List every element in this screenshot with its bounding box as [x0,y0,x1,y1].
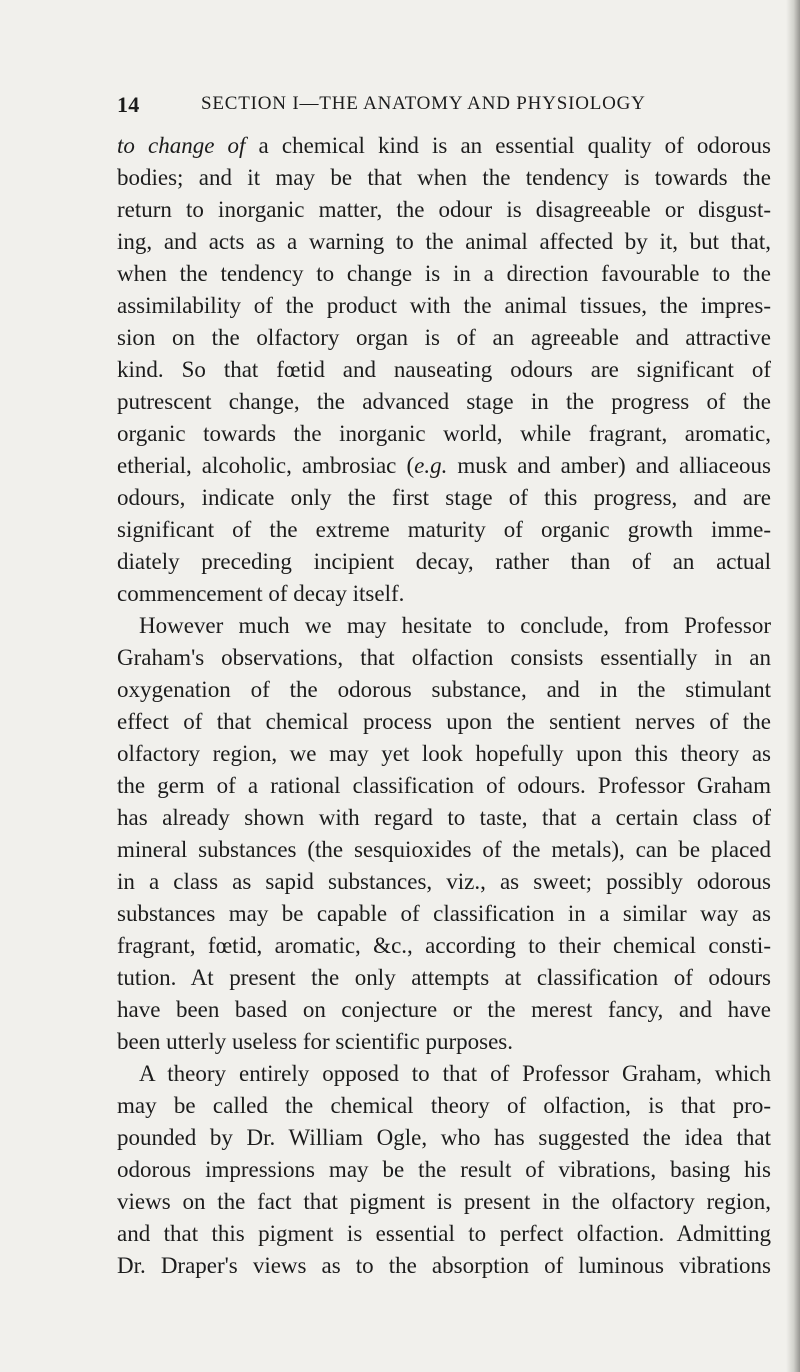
line-text: assimilability of the product with the animal tissues, the impres- [117,293,771,318]
text-line [117,546,771,578]
text-line [117,1122,771,1154]
text-line [117,514,771,546]
text-line [117,898,771,930]
line-text: odorous impressions may be the result of vibrations, basing his [117,1157,771,1182]
line-text: diately preceding incipient decay, rather than of an actual [117,549,771,574]
line-text: tution. At present the only attempts at classification of odours [117,965,771,990]
text-line [117,194,771,226]
text-line [117,130,771,162]
line-text: Graham's observations, that olfaction consists essentially in an [117,645,771,670]
text-line [117,386,771,418]
page-number: 14 [117,92,140,117]
line-text: bodies; and it may be that when the tendency is towards the [117,165,771,190]
line-text: significant of the extreme maturity of organic growth imme- [117,517,771,542]
line-text: in a class as sapid substances, viz., as sweet; possibly odorous [117,869,771,894]
line-text: return to inorganic matter, the odour is disagreeable or disgust- [117,197,771,222]
line-text: when the tendency to change is in a direction favourable to the [117,261,771,286]
text-line [117,642,771,674]
text-line [117,322,771,354]
line-text: pounded by Dr. William Ogle, who has suggested the idea that [117,1125,771,1150]
line-text: mineral substances (the sesquioxides of the metals), can be placed [117,837,771,862]
line-text: olfactory region, we may yet look hopefully upon this theory as [117,741,771,766]
text-line [117,930,771,962]
line-text: may be called the chemical theory of olfaction, is that pro- [117,1093,771,1118]
italic-text: to change of [117,133,246,158]
line-text: ing, and acts as a warning to the animal affected by it, but that, [117,229,771,254]
text-line [117,290,771,322]
line-text: Dr. Draper's views as to the absorption of luminous vibrations [117,1253,771,1278]
text-line [117,1090,771,1122]
line-text: oxygenation of the odorous substance, and in the stimulant [117,677,771,702]
line-text: substances may be capable of classification in a similar way as [117,901,771,926]
text-line [117,674,771,706]
line-text: musk and amber) and alliaceous [447,453,771,478]
body-text [117,130,771,1282]
line-text: and that this pigment is essential to perfect olfaction. Admitting [117,1221,771,1246]
text-line [117,866,771,898]
text-line [117,1250,771,1282]
text-line [117,578,771,610]
text-line [117,162,771,194]
line-text: effect of that chemical process upon the sentient nerves of the [117,709,771,734]
text-line [117,450,771,482]
line-text: have been based on conjecture or the merest fancy, and have [117,997,771,1022]
text-line [117,802,771,834]
line-text: However much we may hesitate to conclude, from Professor [139,613,771,638]
line-text: odours, indicate only the first stage of this progress, and are [117,485,771,510]
line-text: fragrant, fœtid, aromatic, &c., according to their chemical consti- [117,933,771,958]
page-edge-shadow [786,0,800,1372]
text-line [117,834,771,866]
text-line [117,962,771,994]
line-text: kind. So that fœtid and nauseating odours are significant of [117,357,771,382]
section-title: SECTION I—THE ANATOMY AND PHYSIOLOGY [201,93,646,114]
text-line [117,770,771,802]
line-text: the germ of a rational classification of odours. Professor Graham [117,773,771,798]
text-line [117,706,771,738]
line-text: has already shown with regard to taste, that a certain class of [117,805,771,830]
line-text: sion on the olfactory organ is of an agreeable and attractive [117,325,771,350]
running-head [117,92,677,120]
text-line [117,1026,771,1058]
text-line [117,418,771,450]
line-text: views on the fact that pigment is present in the olfactory region, [117,1189,771,1214]
line-text: been utterly useless for scientific purposes. [117,1029,513,1054]
line-text: commencement of decay itself. [117,581,405,606]
line-text: etherial, alcoholic, ambrosiac ( [117,453,415,478]
line-text: A theory entirely opposed to that of Professor Graham, which [139,1061,771,1086]
text-line [117,1154,771,1186]
line-text: organic towards the inorganic world, while fragrant, aromatic, [117,421,771,446]
line-text: putrescent change, the advanced stage in the progress of the [117,389,771,414]
text-line [117,226,771,258]
text-line [117,610,771,642]
text-line [117,738,771,770]
text-line [117,258,771,290]
line-text: a chemical kind is an essential quality of odorous [245,133,771,158]
text-line [117,1058,771,1090]
text-line [117,354,771,386]
text-line [117,994,771,1026]
italic-text: e.g. [414,453,448,478]
text-line [117,1186,771,1218]
text-line [117,482,771,514]
text-line [117,1218,771,1250]
